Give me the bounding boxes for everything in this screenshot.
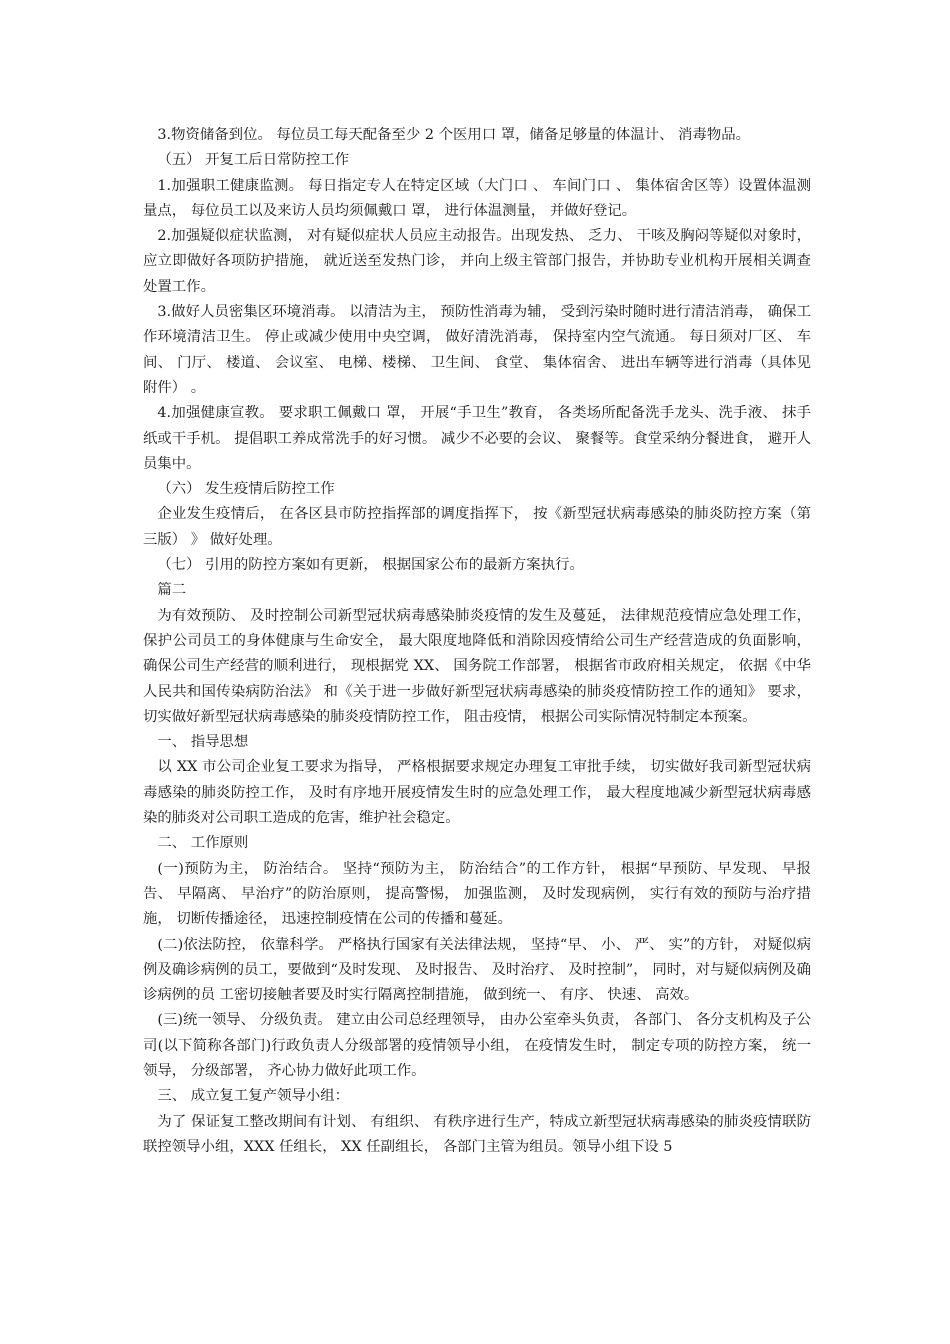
paragraph: 以 XX 市公司企业复工要求为指导， 严格根据要求规定办理复工审批手续， 切实做好我司新型冠状病毒感染的肺炎防控工作， 及时有序地开展疫情发生时的应急处理工作， 最大程度地减少新型冠状病毒感染的肺炎对公司职工造成的危害，维护社会稳定。 bbox=[143, 759, 811, 827]
paragraph: 3.物资储备到位。 每位员工每天配备至少 2 个医用口 罩，储备足够量的体温计、 消毒物品。 bbox=[157, 127, 750, 143]
paragraph: 1.加强职工健康监测。 每日指定专人在特定区域（大门口 、 车间门口 、 集体宿舍区等）设置体温测量点， 每位员工以及来访人员均须佩戴口 罩， 进行体温测量， 并做好登记。 bbox=[143, 177, 811, 219]
section-heading: 三、 成立复工复产领导小组： bbox=[157, 1088, 350, 1105]
paragraph: 3.做好人员密集区环境消毒。 以清洁为主， 预防性消毒为辅， 受到污染时随时进行清洁消毒， 确保工作环境清洁卫生。 停止或减少使用中央空调， 做好清洗消毒， 保持室内空气流通。 每日须对厂区、 车间、 门厅、 楼道、 会议室、 电梯、楼梯、 卫生间、 食堂、 集体宿舍、 进出车辆等进行消毒（具体见附件） 。 bbox=[143, 304, 811, 396]
paragraph: (三)统一领导、 分级负责。 建立由公司总经理领导， 由办公室牵头负责， 各部门、 各分支机构及子公司(以下简称各部门)行政负责人分级部署的疫情领导小组， 在疫情发生时， 制定专项的防控方案， 统一领导， 分级部署， 齐心协力做好此项工作。 bbox=[143, 1012, 811, 1079]
part-heading: 篇二 bbox=[157, 582, 187, 599]
paragraph: (二)依法防控， 依靠科学。 严格执行国家有关法律法规， 坚持“早、 小、 严、 实”的方针， 对疑似病例及确诊病例的员工，要做到“及时发现、 及时报告、 及时治疗、 及时控制”， 同时，对与疑似病例及确诊病例的员 工密切接触者要及时实行隔离控制措施， 做到统一、 有序、 快速、 高效。 bbox=[143, 936, 811, 1004]
document-body bbox=[143, 123, 811, 1160]
paragraph: （七） 引用的防控方案如有更新， 根据国家公布的最新方案执行。 bbox=[157, 557, 584, 574]
section-heading: 一、 指导思想 bbox=[157, 734, 249, 751]
paragraph: 为了 保证复工整改期间有计划、 有组织、 有秩序进行生产，特成立新型冠状病毒感染的肺炎疫情联防联控领导小组，XXX 任组长， XX 任副组长， 各部门主管为组员。领导小组下设 5 bbox=[143, 1113, 811, 1155]
section-heading: （六） 发生疫情后防控工作 bbox=[157, 481, 335, 498]
paragraph: 4.加强健康宣教。 要求职工佩戴口 罩， 开展“手卫生”教育， 各类场所配备洗手龙头、洗手液、 抹手纸或干手机。 提倡职工养成常洗手的好习惯。 减少不必要的会议、 聚餐等。食堂采纳分餐进食， 避开人员集中。 bbox=[143, 405, 811, 472]
paragraph: 为有效预防、 及时控制公司新型冠状病毒感染肺炎疫情的发生及蔓延， 法律规范疫情应急处理工作， 保护公司员工的身体健康与生命安全， 最大限度地降低和消除因疫情给公司生产经营造成的负面影响， 确保公司生产经营的顺利进行， 现根据党 XX、 国务院工作部署， 根据省市政府相关规定， 依据《中华人民共和国传染病防治法》 和《关于进一步做好新型冠状病毒感染的肺炎疫情防控工作的通知》 要求， 切实做好新型冠状病毒感染的肺炎疫情防控工作， 阻击疫情， 根据公司实际情况特制定本预案。 bbox=[143, 607, 811, 725]
section-heading: （五） 开复工后日常防控工作 bbox=[157, 152, 350, 169]
paragraph: 2.加强疑似症状监测， 对有疑似症状人员应主动报告。出现发热、 乏力、 干咳及胸闷等疑似对象时， 应立即做好各项防护措施， 就近送至发热门诊， 并向上级主管部门报告，并协助专业机构开展相关调查处置工作。 bbox=[143, 228, 811, 295]
paragraph: 企业发生疫情后， 在各区县市防控指挥部的调度指挥下， 按《新型冠状病毒感染的肺炎防控方案（第三版） 》 做好处理。 bbox=[143, 506, 811, 548]
section-heading: 二、 工作原则 bbox=[157, 835, 249, 852]
paragraph: (一)预防为主， 防治结合。 坚持“预防为主， 防治结合”的工作方针， 根据“早预防、早发现、 早报告、 早隔离、 早治疗”的防治原则， 提高警惕， 加强监测， 及时发现病例， 实行有效的预防与治疗措施， 切断传播途径， 迅速控制疫情在公司的传播和蔓延。 bbox=[143, 860, 811, 928]
